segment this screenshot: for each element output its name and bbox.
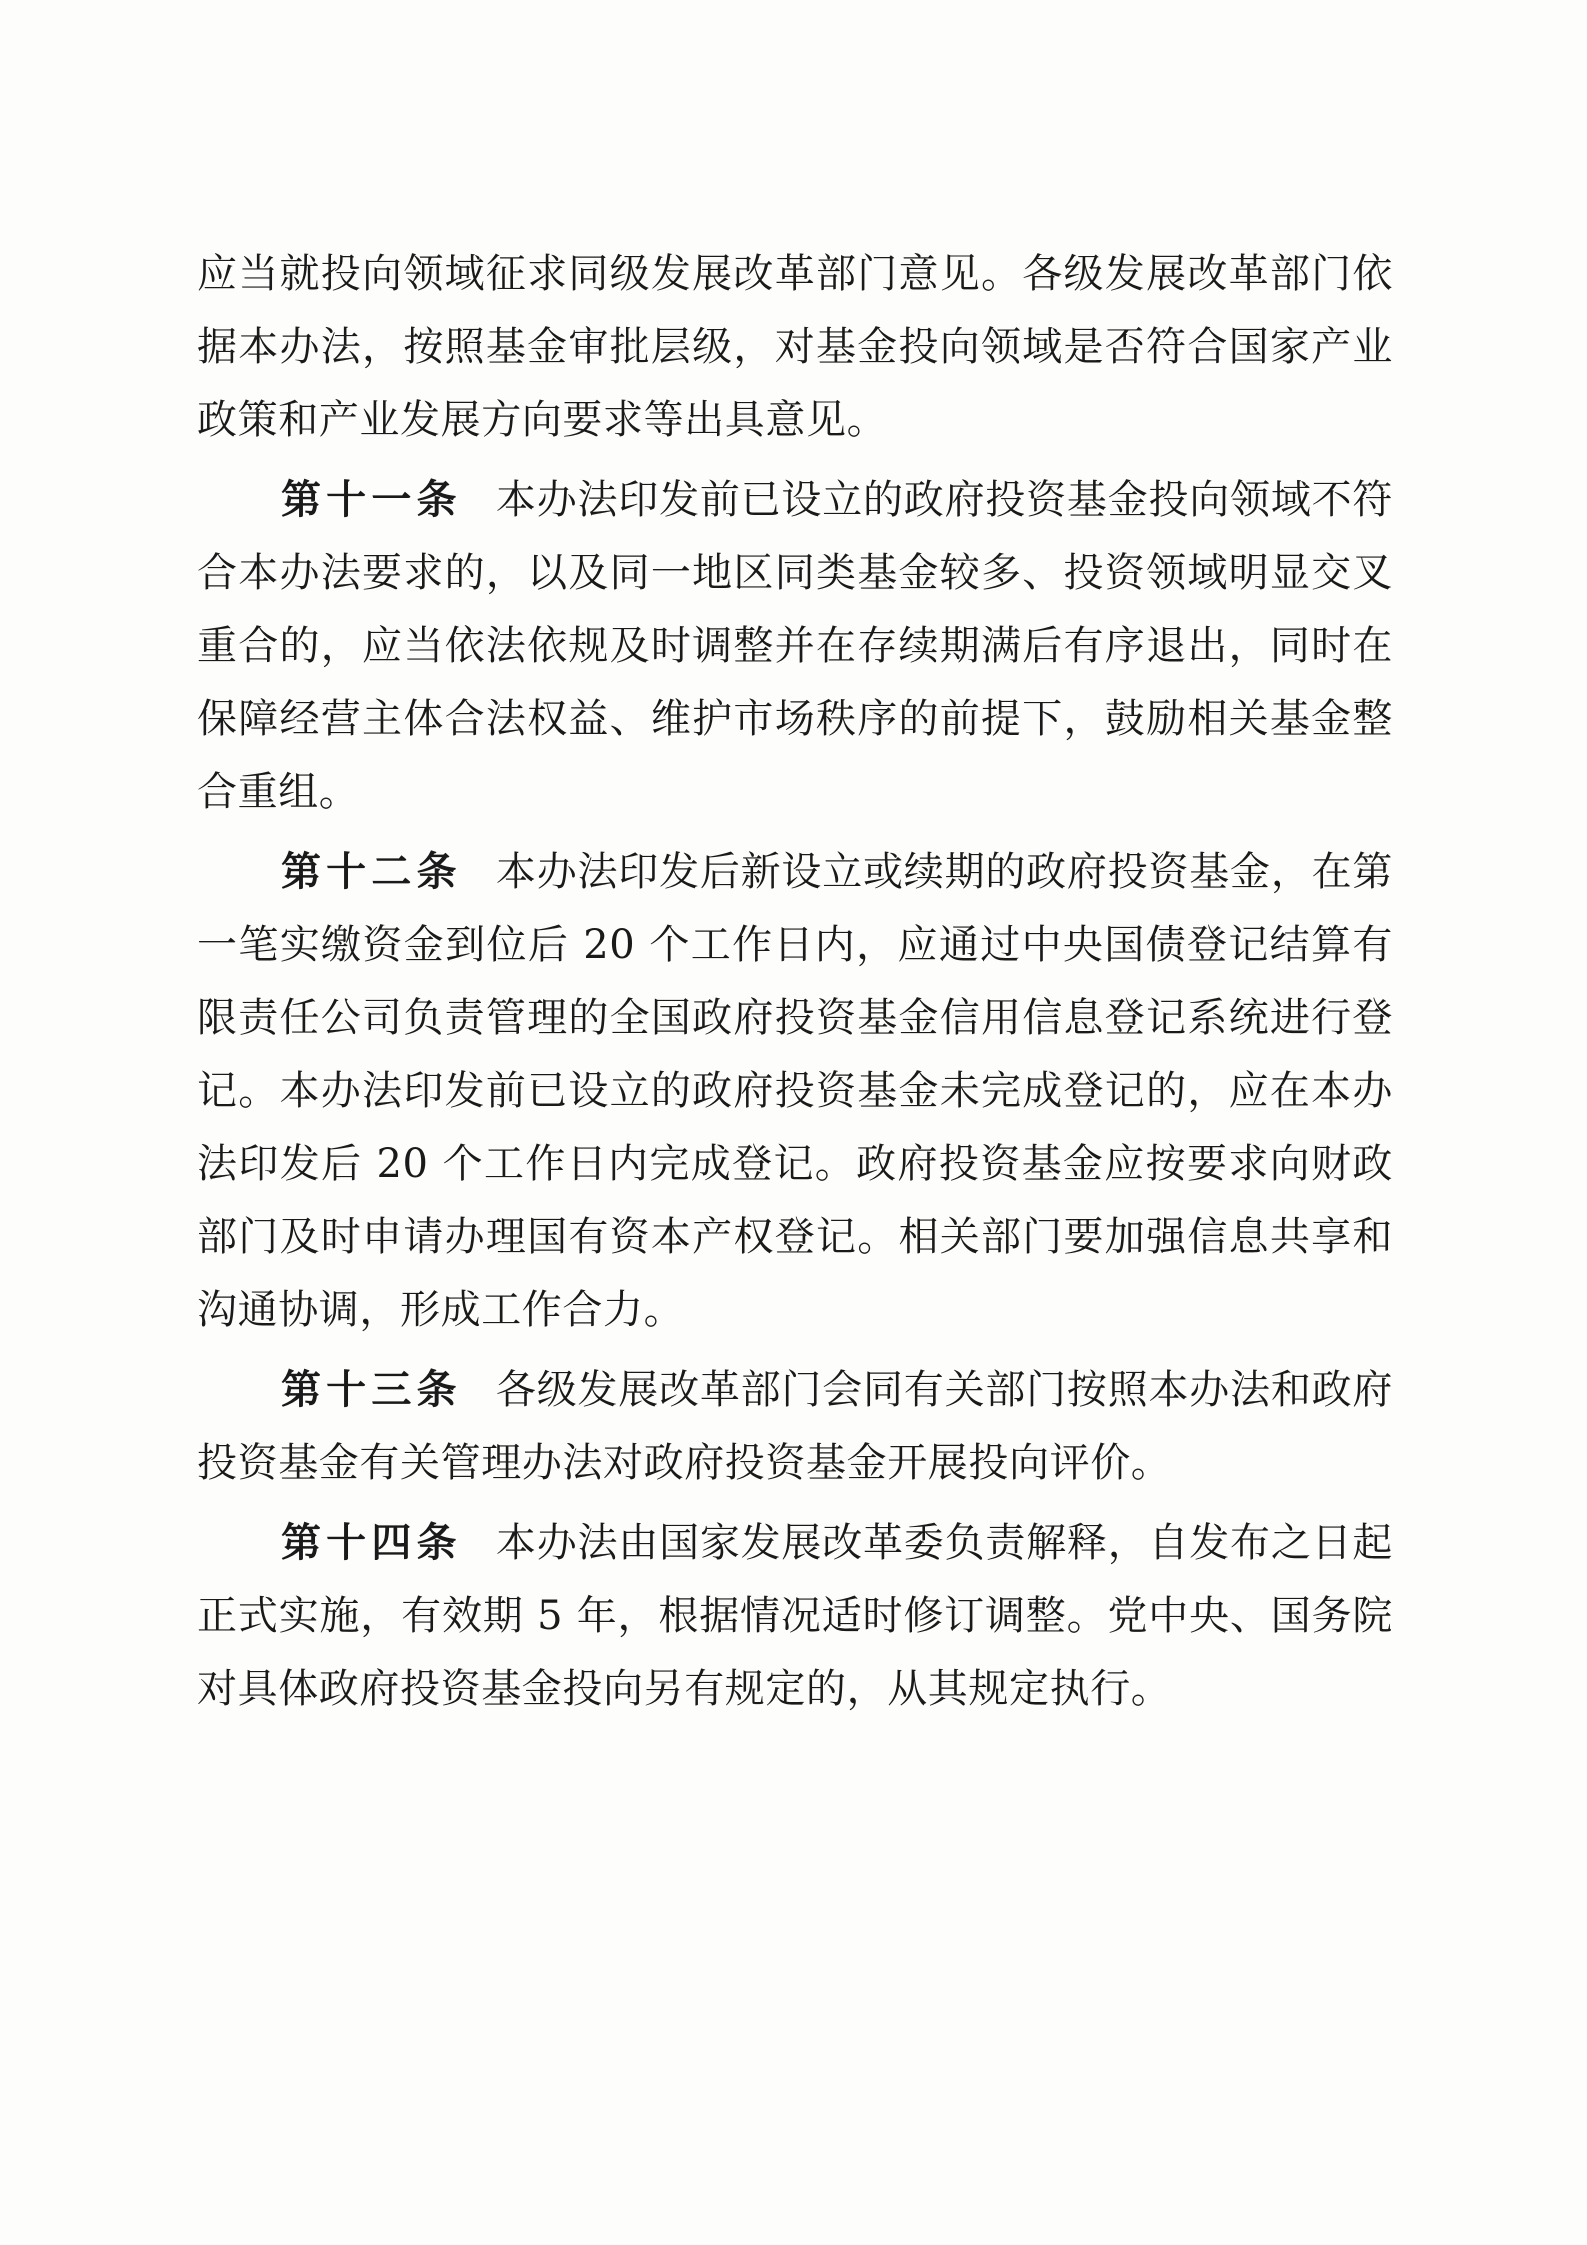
article-label: 第十三条 [281,1366,462,1413]
paragraph-article-thirteen [197,1353,1393,1500]
document-body [197,238,1393,1732]
paragraph-article-twelve [197,835,1393,1347]
article-label: 第十四条 [281,1519,462,1566]
paragraph-continuation [197,238,1393,457]
article-label: 第十二条 [281,848,462,895]
paragraph-text: 本办法印发前已设立的政府投资基金投向领域不符合本办法要求的，以及同一地区同类基金较多、投资领域明显交叉重合的，应当依法依规及时调整并在存续期满后有序退出，同时在保障经营主体合法权益、维护市场秩序的前提下，鼓励相关基金整合重组。 [197,477,1394,815]
paragraph-text: 各级发展改革部门会同有关部门按照本办法和政府投资基金有关管理办法对政府投资基金开展投向评价。 [197,1367,1394,1486]
paragraph-text: 应当就投向领域征求同级发展改革部门意见。各级发展改革部门依据本办法，按照基金审批层级，对基金投向领域是否符合国家产业政策和产业发展方向要求等出具意见。 [197,251,1393,443]
paragraph-article-eleven [197,463,1393,829]
paragraph-text: 本办法印发后新设立或续期的政府投资基金，在第一笔实缴资金到位后 20 个工作日内，应通过中央国债登记结算有限责任公司负责管理的全国政府投资基金信用信息登记系统进行登记。本办法印发前已设立的政府投资基金未完成登记的，应在本办法印发后 20 个工作日内完成登记。政府投资基金应按要求向财政部门及时申请办理国有资本产权登记。相关部门要加强信息共享和沟通协调，形成工作合力。 [197,849,1394,1333]
paragraph-article-fourteen [197,1506,1393,1726]
article-label: 第十一条 [281,476,462,523]
paragraph-text: 本办法由国家发展改革委负责解释，自发布之日起正式实施，有效期 5 年，根据情况适时修订调整。党中央、国务院对具体政府投资基金投向另有规定的，从其规定执行。 [197,1520,1394,1712]
